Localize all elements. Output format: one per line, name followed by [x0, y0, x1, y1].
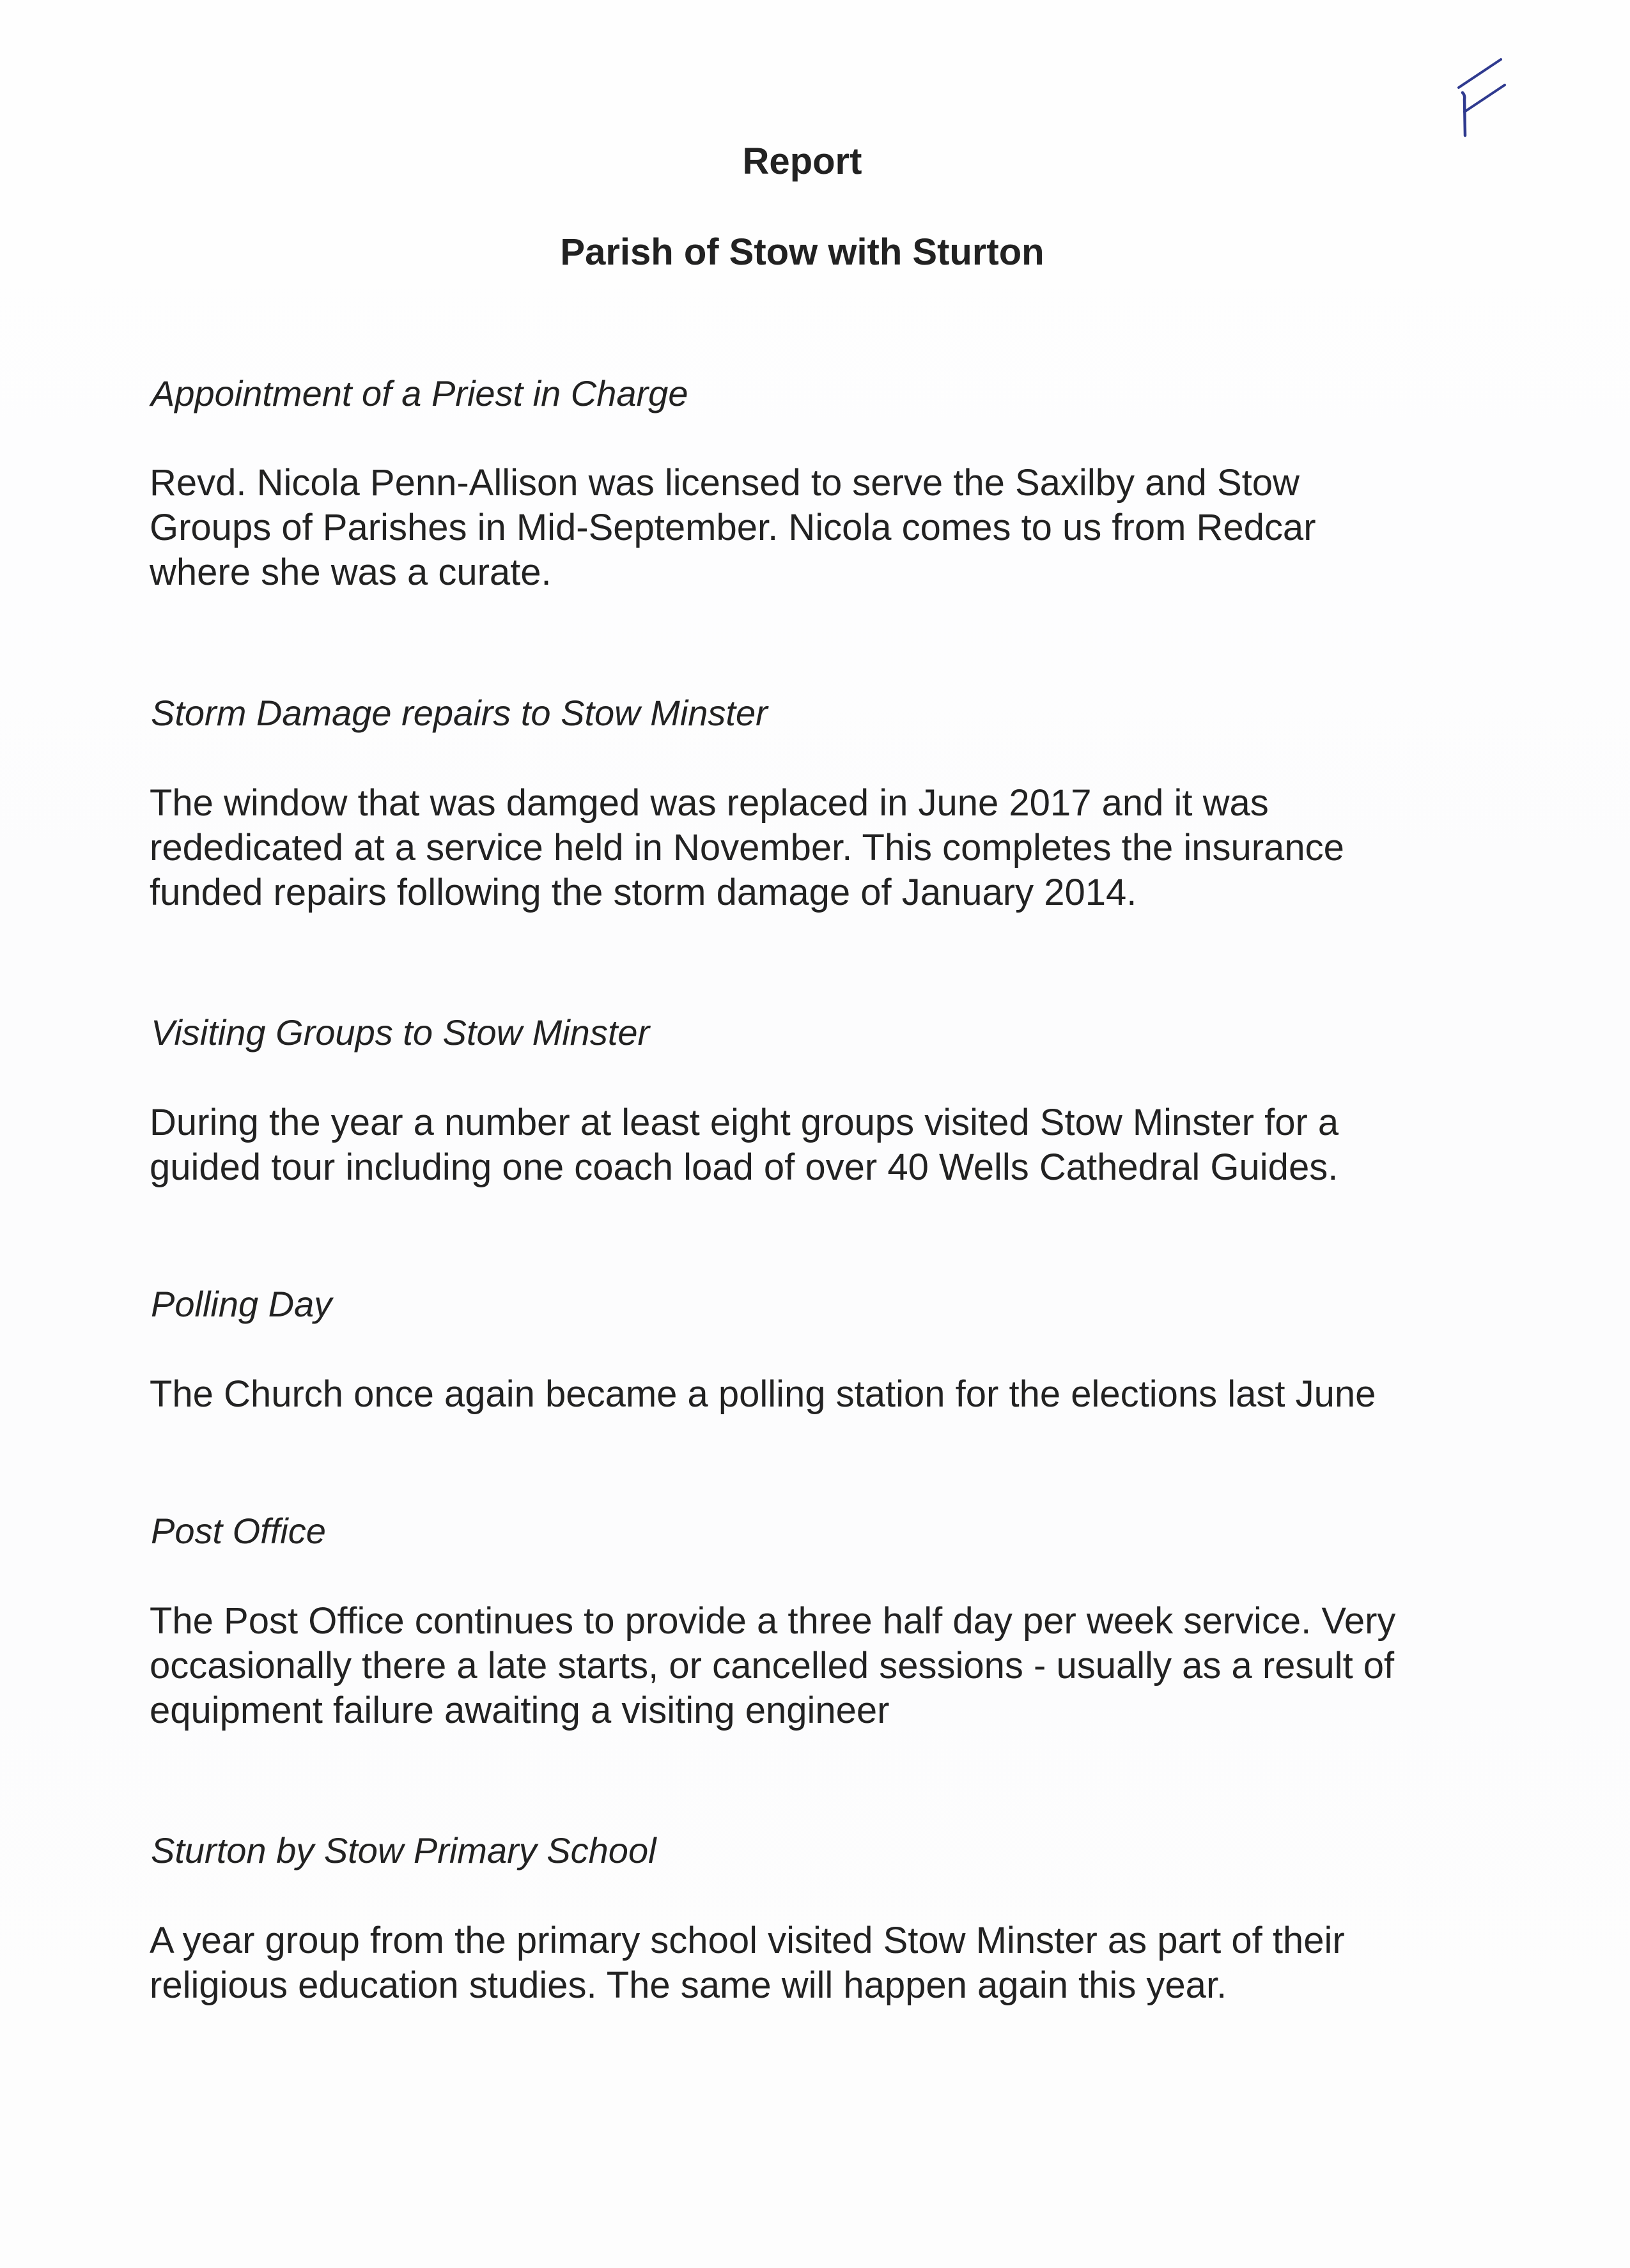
handwritten-f-mark — [1451, 48, 1521, 137]
paragraph-line: Groups of Parishes in Mid-September. Nicola comes to us from Redcar — [150, 507, 1316, 548]
paragraph-line: occasionally there a late starts, or cancelled sessions - usually as a result of — [150, 1645, 1395, 1686]
section-heading-post-office: Post Office — [151, 1511, 326, 1551]
section-heading-storm-damage: Storm Damage repairs to Stow Minster — [151, 693, 768, 733]
section-heading-priest-appointment: Appointment of a Priest in Charge — [151, 373, 688, 413]
paragraph-line: The Church once again became a polling station for the elections last June — [150, 1373, 1376, 1415]
paragraph-line: funded repairs following the storm damage of January 2014. — [150, 872, 1137, 913]
paragraph-line: The Post Office continues to provide a three half day per week service. Very — [150, 1600, 1396, 1642]
paragraph-line: During the year a number at least eight groups visited Stow Minster for a — [150, 1102, 1339, 1143]
parish-subtitle: Parish of Stow with Sturton — [560, 231, 1044, 273]
paragraph-line: guided tour including one coach load of over 40 Wells Cathedral Guides. — [150, 1146, 1339, 1188]
section-heading-polling-day: Polling Day — [151, 1284, 332, 1324]
paragraph-line: Revd. Nicola Penn-Allison was licensed to serve the Saxilby and Stow — [150, 462, 1300, 504]
paragraph-line: religious education studies. The same will happen again this year. — [150, 1964, 1227, 2006]
report-title: Report — [742, 141, 862, 182]
paragraph-line: The window that was damged was replaced in June 2017 and it was — [150, 782, 1269, 824]
paragraph-line: equipment failure awaiting a visiting engineer — [150, 1690, 890, 1731]
section-heading-primary-school: Sturton by Stow Primary School — [151, 1830, 656, 1871]
paragraph-line: A year group from the primary school visited Stow Minster as part of their — [150, 1920, 1345, 1961]
paragraph-line: where she was a curate. — [150, 552, 552, 593]
paragraph-line: rededicated at a service held in November. This completes the insurance — [150, 827, 1344, 868]
section-heading-visiting-groups: Visiting Groups to Stow Minster — [151, 1012, 650, 1053]
